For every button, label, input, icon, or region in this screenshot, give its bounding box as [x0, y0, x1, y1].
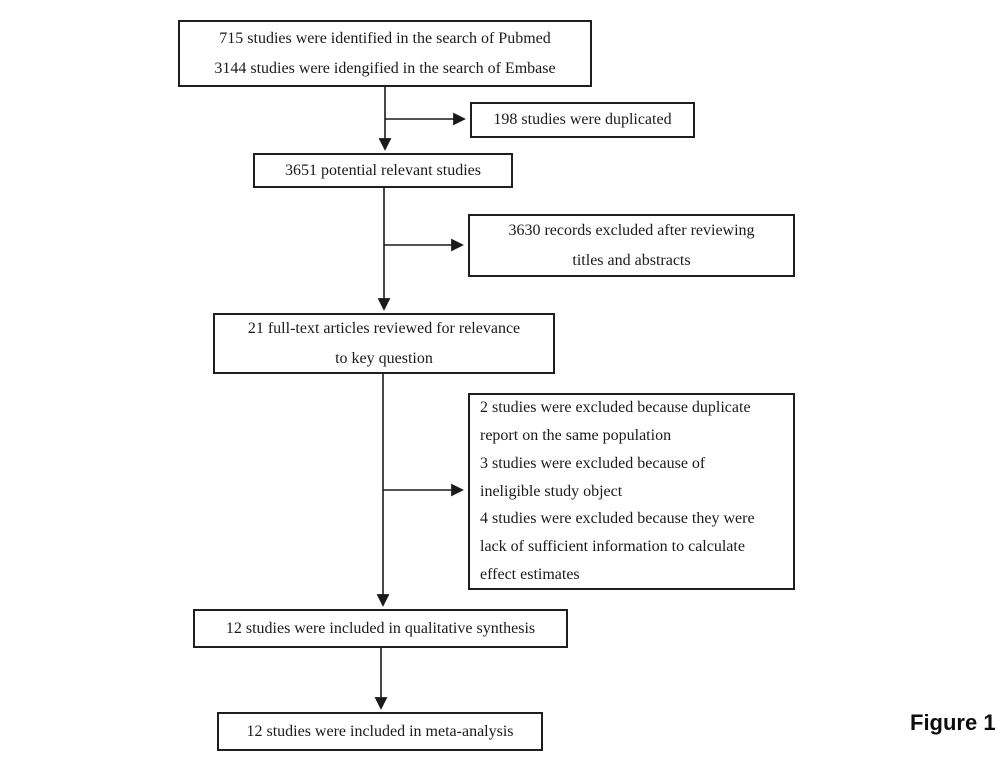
box-qualitative-synthesis [193, 609, 568, 648]
box-text-line: 21 full-text articles reviewed for relevance [247, 319, 521, 337]
box-text-line: 2 studies were excluded because duplicate [480, 399, 751, 417]
box-text-line: effect estimates [480, 566, 580, 583]
box-excluded-title-abstract [468, 214, 795, 277]
box-text-line: to key question [335, 349, 433, 367]
figure-label: Figure 1 [910, 710, 996, 735]
box-text-line: 12 studies were included in qualitative synthesis [225, 619, 536, 637]
box-meta-analysis [217, 712, 543, 751]
box-duplicated-studies [470, 102, 695, 138]
box-identified-studies [178, 20, 592, 87]
box-fulltext-reviewed [213, 313, 555, 374]
box-potential-relevant-studies [253, 153, 513, 188]
box-text-line: 3630 records excluded after reviewing [508, 221, 755, 239]
box-text-line: 12 studies were included in meta-analysis [246, 722, 514, 740]
box-text-line: 3651 potential relevant studies [285, 161, 481, 179]
box-text-line: titles and abstracts [572, 251, 691, 269]
box-text-line: report on the same population [480, 427, 672, 445]
box-text-line: 3 studies were excluded because of [480, 454, 706, 472]
box-text-line: 3144 studies were idengified in the search of Embase [214, 59, 556, 77]
box-text-line: 715 studies were identified in the search of Pubmed [219, 29, 551, 47]
box-excluded-fulltext-reasons [468, 393, 795, 590]
box-text-line: 198 studies were duplicated [493, 111, 672, 128]
box-text-line: lack of sufficient information to calculate [480, 538, 745, 556]
box-text-line: ineligible study object [480, 482, 623, 500]
box-text-line: 4 studies were excluded because they were [480, 510, 755, 528]
